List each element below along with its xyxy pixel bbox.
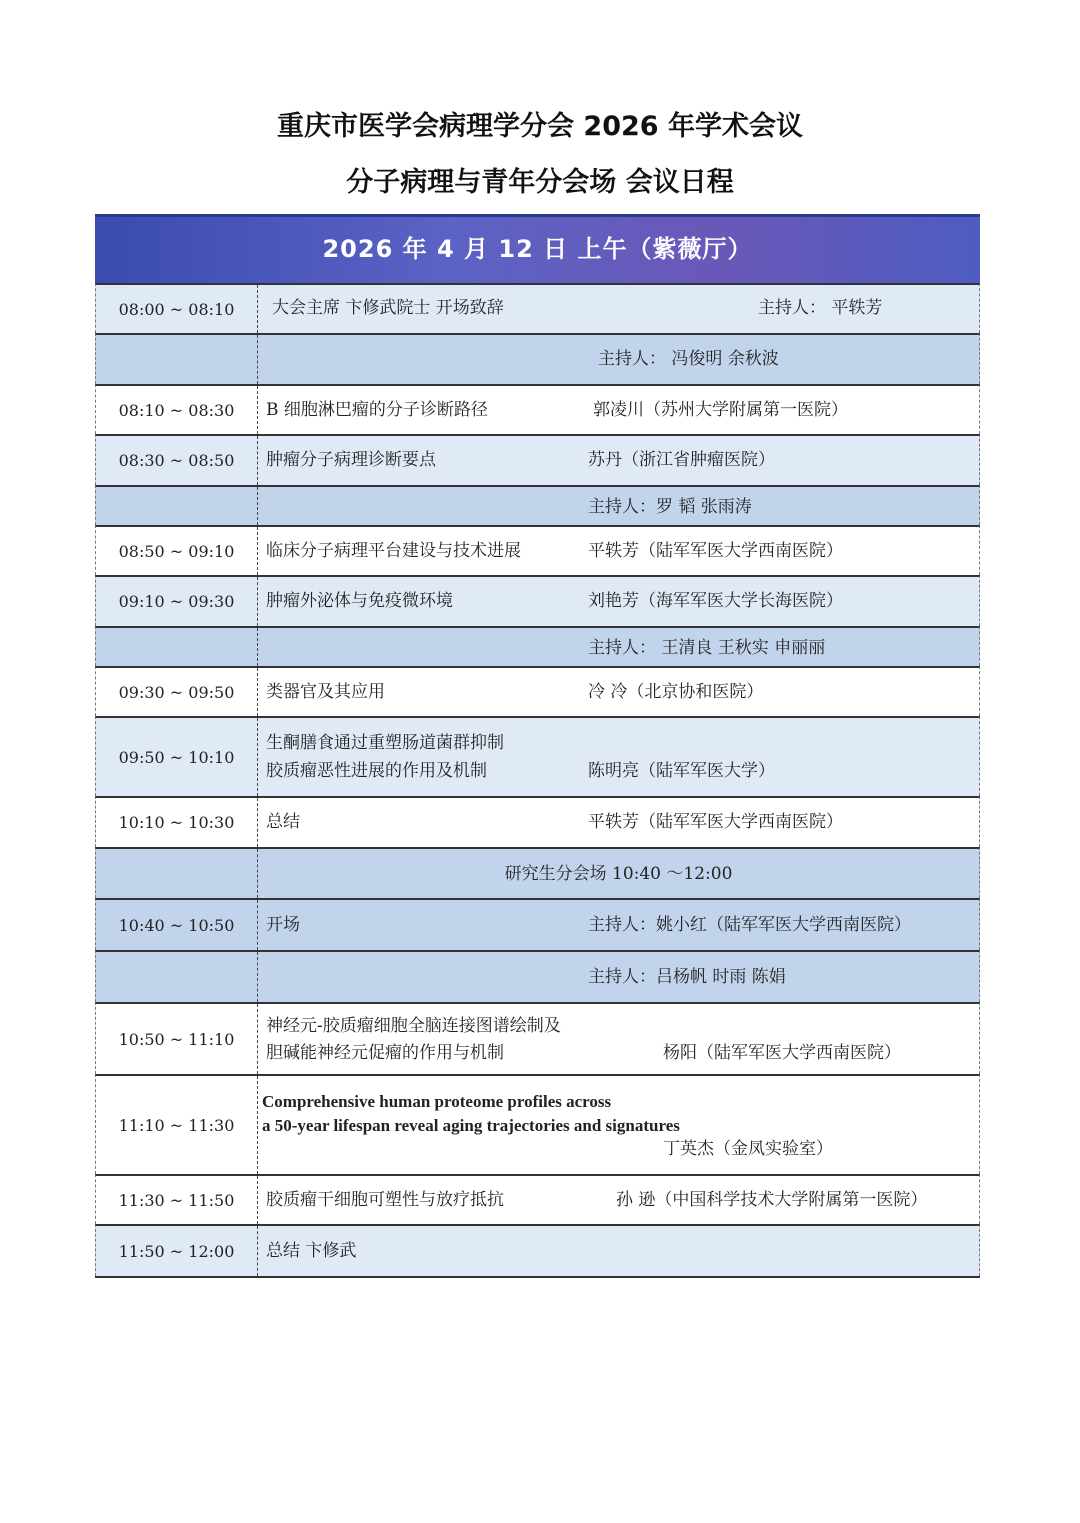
table-row xyxy=(95,1074,980,1174)
time-cell: 08:10 ~ 08:30 xyxy=(96,386,258,434)
speaker-text: 刘艳芳（海军军医大学长海医院） xyxy=(588,591,843,611)
content-cell xyxy=(258,900,979,950)
content-cell xyxy=(258,285,979,333)
topic-text: 总结 卞修武 xyxy=(266,1241,357,1261)
speaker-text: 苏丹（浙江省肿瘤医院） xyxy=(588,450,775,470)
topic-text-line1: 生酮膳食通过重塑肠道菌群抑制 xyxy=(266,733,504,753)
time-cell: 11:30 ~ 11:50 xyxy=(96,1176,258,1224)
topic-text: B 细胞淋巴瘤的分子诊断路径 xyxy=(266,400,488,420)
content-cell xyxy=(258,1226,979,1276)
content-cell xyxy=(258,577,979,626)
time-cell: 11:10 ~ 11:30 xyxy=(96,1076,258,1174)
time-cell: 08:50 ~ 09:10 xyxy=(96,527,258,575)
time-cell: 10:10 ~ 10:30 xyxy=(96,798,258,847)
topic-text: 开场 xyxy=(266,915,300,935)
moderator-row xyxy=(95,950,980,1002)
host-text: 主持人：姚小红（陆军军医大学西南医院） xyxy=(588,915,911,935)
time-cell: 10:50 ~ 11:10 xyxy=(96,1004,258,1074)
topic-text-line1: 神经元-胶质瘤细胞全脑连接图谱绘制及 xyxy=(266,1016,561,1036)
date-header: 2026 年 4 月 12 日 上午（紫薇厅） xyxy=(95,214,980,283)
time-cell xyxy=(96,952,258,1002)
time-cell: 09:50 ~ 10:10 xyxy=(96,718,258,796)
table-row xyxy=(95,796,980,847)
content-cell xyxy=(258,628,979,666)
moderator-row xyxy=(95,333,980,384)
section-row xyxy=(95,847,980,898)
host-text: 主持人： 冯俊明 余秋波 xyxy=(598,349,779,369)
host-text: 主持人：吕杨帆 时雨 陈娟 xyxy=(588,967,786,987)
topic-text: 肿瘤外泌体与免疫微环境 xyxy=(266,591,453,611)
time-cell: 09:30 ~ 09:50 xyxy=(96,668,258,716)
content-cell xyxy=(258,718,979,796)
content-cell xyxy=(258,952,979,1002)
host-text: 主持人： 王清良 王秋实 申丽丽 xyxy=(588,638,826,658)
content-cell xyxy=(258,436,979,485)
time-cell: 08:00 ~ 08:10 xyxy=(96,285,258,333)
page-subtitle: 分子病理与青年分会场 会议日程 xyxy=(346,167,734,198)
content-cell xyxy=(258,798,979,847)
table-row xyxy=(95,1224,980,1276)
speaker-text: 郭凌川（苏州大学附属第一医院） xyxy=(593,400,848,420)
time-cell: 09:10 ~ 09:30 xyxy=(96,577,258,626)
time-cell xyxy=(96,487,258,525)
moderator-row xyxy=(95,626,980,666)
speaker-text: 平轶芳（陆军军医大学西南医院） xyxy=(588,812,843,832)
topic-text: 肿瘤分子病理诊断要点 xyxy=(266,450,436,470)
speaker-text: 丁英杰（金凤实验室） xyxy=(663,1139,833,1159)
time-cell xyxy=(96,849,258,898)
time-cell: 08:30 ~ 08:50 xyxy=(96,436,258,485)
table-row xyxy=(95,434,980,485)
content-cell xyxy=(258,849,979,898)
time-cell xyxy=(96,628,258,666)
table-row xyxy=(95,575,980,626)
speaker-text: 陈明亮（陆军军医大学） xyxy=(588,761,775,781)
content-cell xyxy=(258,1176,979,1224)
topic-text-line2: a 50-year lifespan reveal aging trajectories and signatures xyxy=(262,1116,680,1135)
table-row xyxy=(95,716,980,796)
topic-text-line1: Comprehensive human proteome profiles across xyxy=(262,1092,612,1111)
host-text: 主持人：罗 韬 张雨涛 xyxy=(588,497,752,517)
content-cell xyxy=(258,668,979,716)
moderator-row xyxy=(95,485,980,525)
speaker-text: 平轶芳（陆军军医大学西南医院） xyxy=(588,541,843,561)
table-row xyxy=(95,1002,980,1074)
table-row xyxy=(95,1174,980,1224)
content-cell xyxy=(258,386,979,434)
content-cell xyxy=(258,527,979,575)
speaker-text: 孙 逊（中国科学技术大学附属第一医院） xyxy=(616,1190,928,1210)
section-title: 研究生分会场 10:40 ～12:00 xyxy=(504,864,733,884)
topic-text: 大会主席 卞修武院士 开场致辞 xyxy=(272,298,504,318)
table-row xyxy=(95,384,980,434)
topic-text-line2: 胆碱能神经元促瘤的作用与机制 xyxy=(266,1043,504,1063)
time-cell: 10:40 ~ 10:50 xyxy=(96,900,258,950)
topic-text: 临床分子病理平台建设与技术进展 xyxy=(266,541,521,561)
topic-text: 总结 xyxy=(266,812,300,832)
time-cell xyxy=(96,335,258,384)
topic-text: 类器官及其应用 xyxy=(266,682,385,702)
table-row xyxy=(95,666,980,716)
time-cell: 11:50 ~ 12:00 xyxy=(96,1226,258,1276)
schedule-table xyxy=(95,214,980,1278)
content-cell xyxy=(258,1076,979,1174)
topic-text-line2: 胶质瘤恶性进展的作用及机制 xyxy=(266,761,487,781)
speaker-text: 冷 冷（北京协和医院） xyxy=(588,682,764,702)
table-row xyxy=(95,898,980,950)
speaker-text: 杨阳（陆军军医大学西南医院） xyxy=(663,1043,901,1063)
host-text: 主持人： 平轶芳 xyxy=(758,298,883,318)
page-title: 重庆市医学会病理学分会 2026 年学术会议 xyxy=(277,111,803,142)
content-cell xyxy=(258,1004,979,1074)
table-row xyxy=(95,283,980,333)
table-row xyxy=(95,525,980,575)
topic-text: 胶质瘤干细胞可塑性与放疗抵抗 xyxy=(266,1190,504,1210)
content-cell xyxy=(258,487,979,525)
content-cell xyxy=(258,335,979,384)
